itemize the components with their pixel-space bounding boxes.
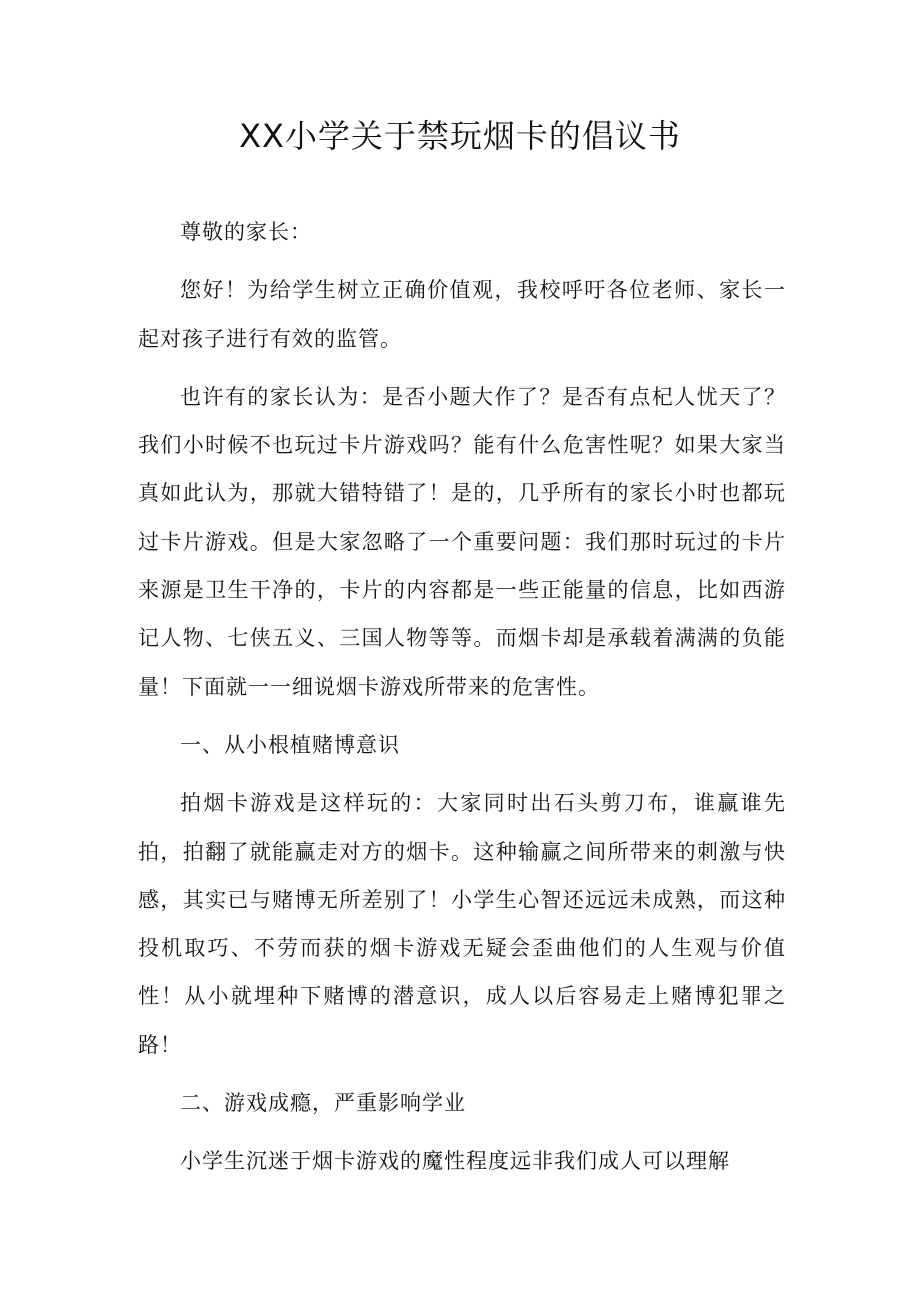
section-heading-1: 一、从小根植赌博意识 [180, 732, 400, 757]
document-body [138, 208, 786, 1196]
paragraph-section-1: 拍烟卡游戏是这样玩的：大家同时出石头剪刀布，谁赢谁先拍，拍翻了就能赢走对方的烟卡。这种输赢之间所带来的刺激与快感，其实已与赌博无所差别了！小学生心智还远远未成熟，而这种投机取巧、不劳而获的烟卡游戏无疑会歪曲他们的人生观与价值性！从小就埋种下赌博的潜意识，成人以后容易走上赌博犯罪之路！ [138, 791, 786, 1057]
section-heading-2: 二、游戏成瘾，严重影响学业 [180, 1091, 466, 1116]
paragraph-section-2: 小学生沉迷于烟卡游戏的魔性程度远非我们成人可以理解 [180, 1149, 730, 1174]
paragraph-intro: 也许有的家长认为：是否小题大作了？是否有点杞人忧天了？我们小时候不也玩过卡片游戏吗？能有什么危害性呢？如果大家当真如此认为，那就大错特错了！是的，几乎所有的家长小时也都玩过卡片游戏。但是大家忽略了一个重要问题：我们那时玩过的卡片来源是卫生干净的，卡片的内容都是一些正能量的信息，比如西游记人物、七侠五义、三国人物等等。而烟卡却是承载着满满的负能量！下面就一一细说烟卡游戏所带来的危害性。 [138, 384, 786, 699]
paragraph-greeting: 您好！为给学生树立正确价值观，我校呼吁各位老师、家长一起对孩子进行有效的监管。 [138, 278, 786, 351]
salutation: 尊敬的家长： [180, 220, 312, 244]
document-title: XX小学关于禁玩烟卡的倡议书 [239, 117, 681, 155]
